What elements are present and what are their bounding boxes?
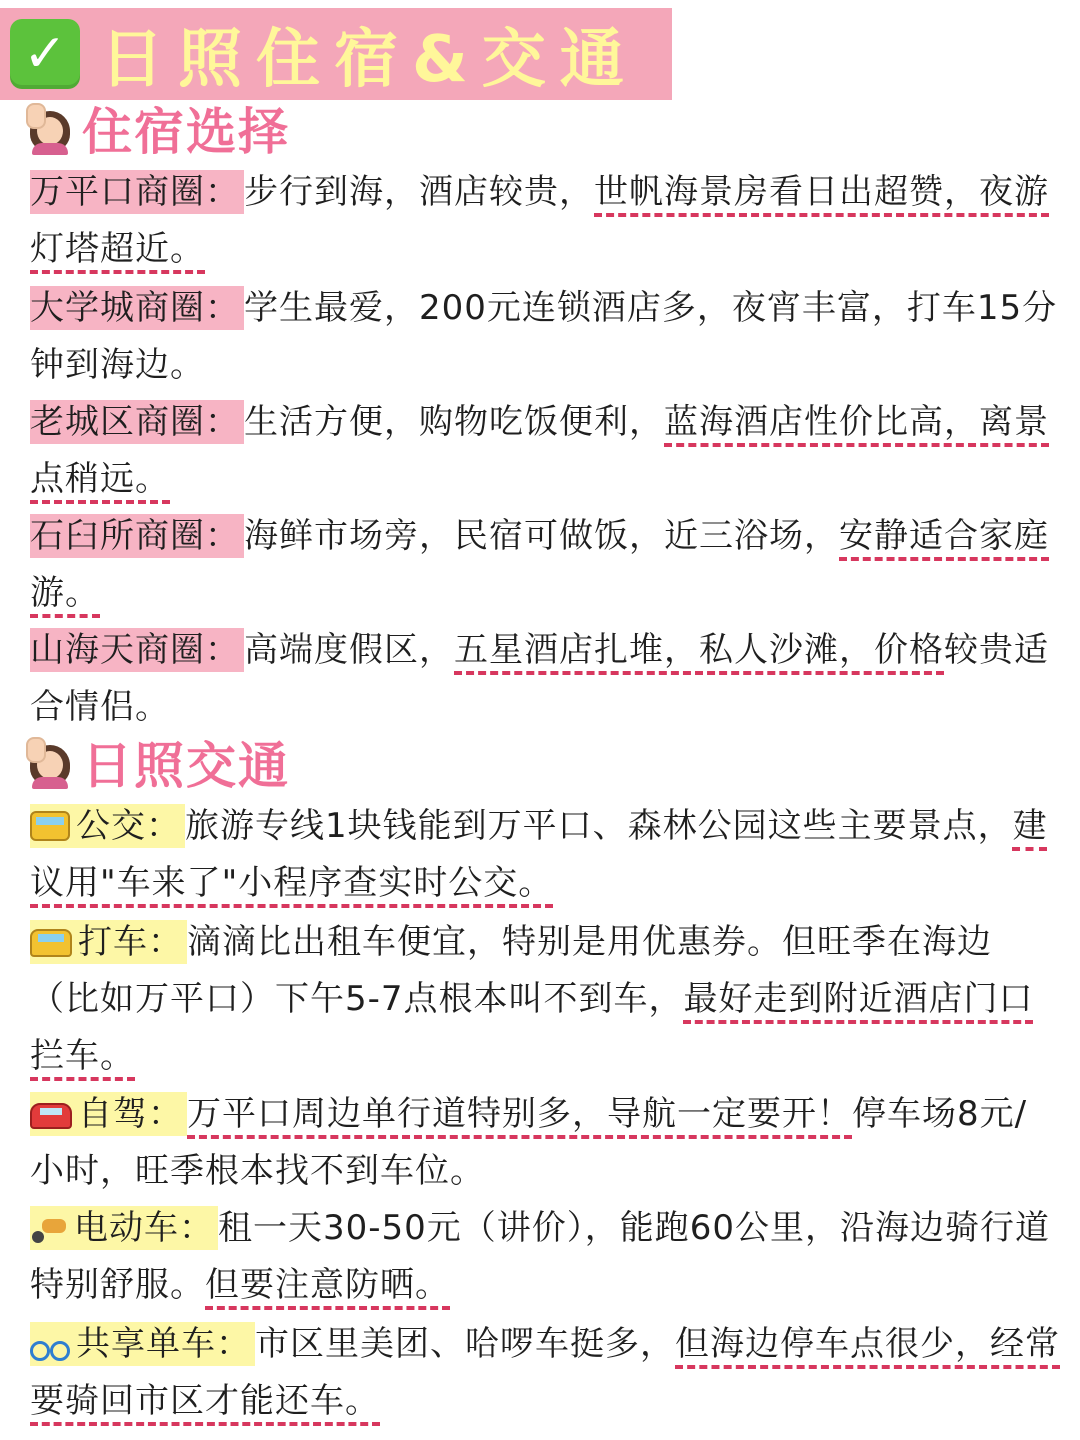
lodging-item-laochengqu [30, 394, 1060, 508]
bicycle-icon [30, 1331, 70, 1359]
mode-tag: 自驾： [30, 1092, 187, 1136]
transport-item-selfdrive [30, 1086, 1060, 1200]
transport-title: 日照交通 [82, 737, 290, 795]
highlight-text: 建议用"车来了"小程序查实时公交。 [30, 806, 1048, 903]
lodging-item-wanpingkou [30, 164, 1060, 278]
mode-tag: 公交： [30, 804, 185, 848]
title-banner [0, 8, 672, 100]
item-text: 学生最爱，200元连锁酒店多，夜宵丰富，打车15分钟到海边。 [30, 288, 1058, 385]
highlight-text: 世帆海景房看日出超赞，夜游灯塔超近。 [30, 172, 1049, 269]
highlight-text: 万平口周边单行道特别多，导航一定要开！ [187, 1094, 852, 1134]
check-mark-icon: ✓ [10, 19, 80, 89]
person-raising-hand-icon [26, 737, 76, 787]
lodging-title: 住宿选择 [82, 103, 290, 161]
lodging-item-daxuecheng [30, 280, 1060, 394]
item-text: 生活方便，购物吃饭便利， [244, 402, 664, 442]
item-tail-text: 较贵适合情侣。 [30, 630, 1049, 727]
district-tag: 老城区商圈： [30, 400, 244, 444]
item-tail-text: 停车场8元/小时，旺季根本找不到车位。 [30, 1094, 1028, 1191]
highlight-text: 安静适合家庭游。 [30, 516, 1049, 613]
item-text: 旅游专线1块钱能到万平口、森林公园这些主要景点， [185, 806, 1013, 846]
highlight-text: 五星酒店扎堆，私人沙滩，价格 [454, 630, 944, 670]
item-text: 步行到海，酒店较贵， [244, 172, 594, 212]
item-text: 海鲜市场旁，民宿可做饭，近三浴场， [244, 516, 839, 556]
taxi-icon [30, 929, 72, 957]
transport-item-bus [30, 798, 1060, 912]
mode-tag: 打车： [30, 920, 187, 964]
lodging-heading [26, 96, 290, 160]
transport-heading [26, 730, 290, 794]
item-text: 高端度假区， [244, 630, 454, 670]
district-tag: 山海天商圈： [30, 628, 244, 672]
item-text: 滴滴比出租车便宜，特别是用优惠券。但旺季在海边（比如万平口）下午5-7点根本叫不到车， [30, 922, 992, 1019]
lodging-item-shanhaitian [30, 622, 1060, 736]
highlight-text: 最好走到附近酒店门口拦车。 [30, 979, 1034, 1076]
mode-tag: 电动车： [30, 1206, 218, 1250]
district-tag: 万平口商圈： [30, 170, 244, 214]
scooter-icon [30, 1215, 68, 1243]
person-raising-hand-icon [26, 103, 76, 153]
lodging-item-shijiusuo [30, 508, 1060, 622]
highlight-text: 蓝海酒店性价比高，离景点稍远。 [30, 402, 1049, 499]
highlight-text: 但要注意防晒。 [205, 1265, 450, 1305]
car-icon [30, 1103, 72, 1129]
mode-tag: 共享单车： [30, 1322, 255, 1366]
district-tag: 石臼所商圈： [30, 514, 244, 558]
transport-item-sharedbike [30, 1316, 1060, 1430]
page-title: 日照住宿&交通 [100, 23, 638, 97]
transport-item-taxi [30, 914, 1060, 1085]
item-text: 市区里美团、哈啰车挺多， [255, 1324, 675, 1364]
highlight-text: 但海边停车点很少，经常要骑回市区才能还车。 [30, 1324, 1060, 1421]
bus-icon [30, 811, 70, 841]
item-text: 租一天30-50元（讲价），能跑60公里，沿海边骑行道特别舒服。 [30, 1208, 1051, 1305]
transport-item-ebike [30, 1200, 1060, 1314]
district-tag: 大学城商圈： [30, 286, 244, 330]
